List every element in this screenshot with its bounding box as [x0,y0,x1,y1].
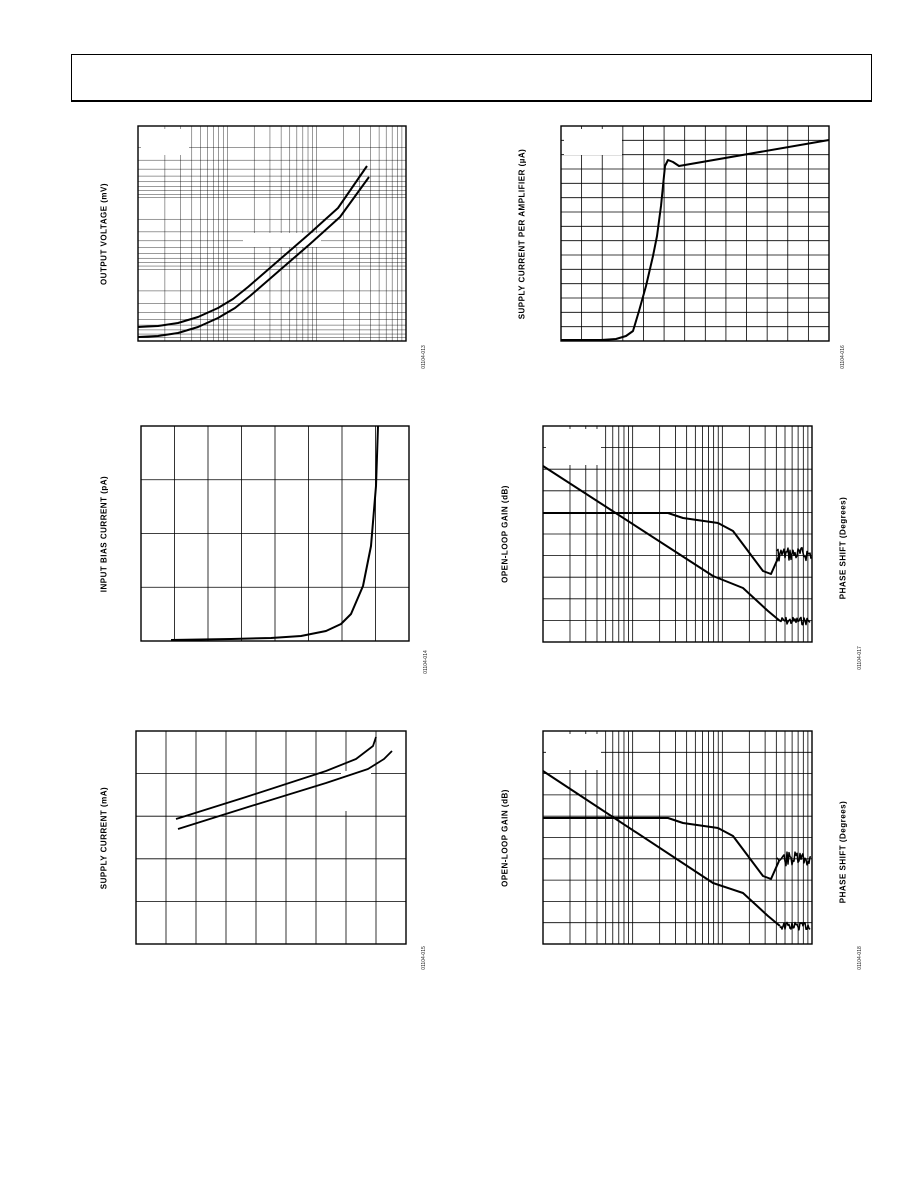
y-axis-label: OPEN-LOOP GAIN (dB) [500,485,510,583]
y-axis-label: SUPPLY CURRENT (mA) [99,786,109,889]
plot-area [135,730,407,945]
gain-line [780,617,810,624]
plot-area [137,125,407,342]
gain-line [780,922,810,929]
secondary-y-axis-label: PHASE SHIFT (Degrees) [838,800,848,903]
figure-id: 01104-013 [421,345,427,369]
figure-id: 01104-015 [421,946,427,970]
figure-id: 01104-014 [423,650,429,674]
plot-area [140,425,410,642]
y-axis-label: OUTPUT VOLTAGE (mV) [99,182,109,285]
y-axis-label: OPEN-LOOP GAIN (dB) [500,788,510,887]
figure-id: 01104-016 [840,345,846,369]
plot-area [542,730,813,945]
series-line [561,140,829,340]
series-line [171,426,378,640]
y-axis-label: SUPPLY CURRENT PER AMPLIFIER (µA) [517,148,527,319]
page-header [71,54,872,102]
secondary-y-axis-label: PHASE SHIFT (Degrees) [838,496,848,600]
phase-line [777,548,811,561]
gain-line [543,466,780,621]
figure-id: 01104-017 [857,646,863,670]
series-line [138,177,369,337]
y-axis-label: INPUT BIAS CURRENT (pA) [99,475,109,592]
plot-area [560,125,830,342]
plot-area [542,425,813,643]
gain-line [543,771,780,926]
figure-id: 01104-018 [857,946,863,970]
